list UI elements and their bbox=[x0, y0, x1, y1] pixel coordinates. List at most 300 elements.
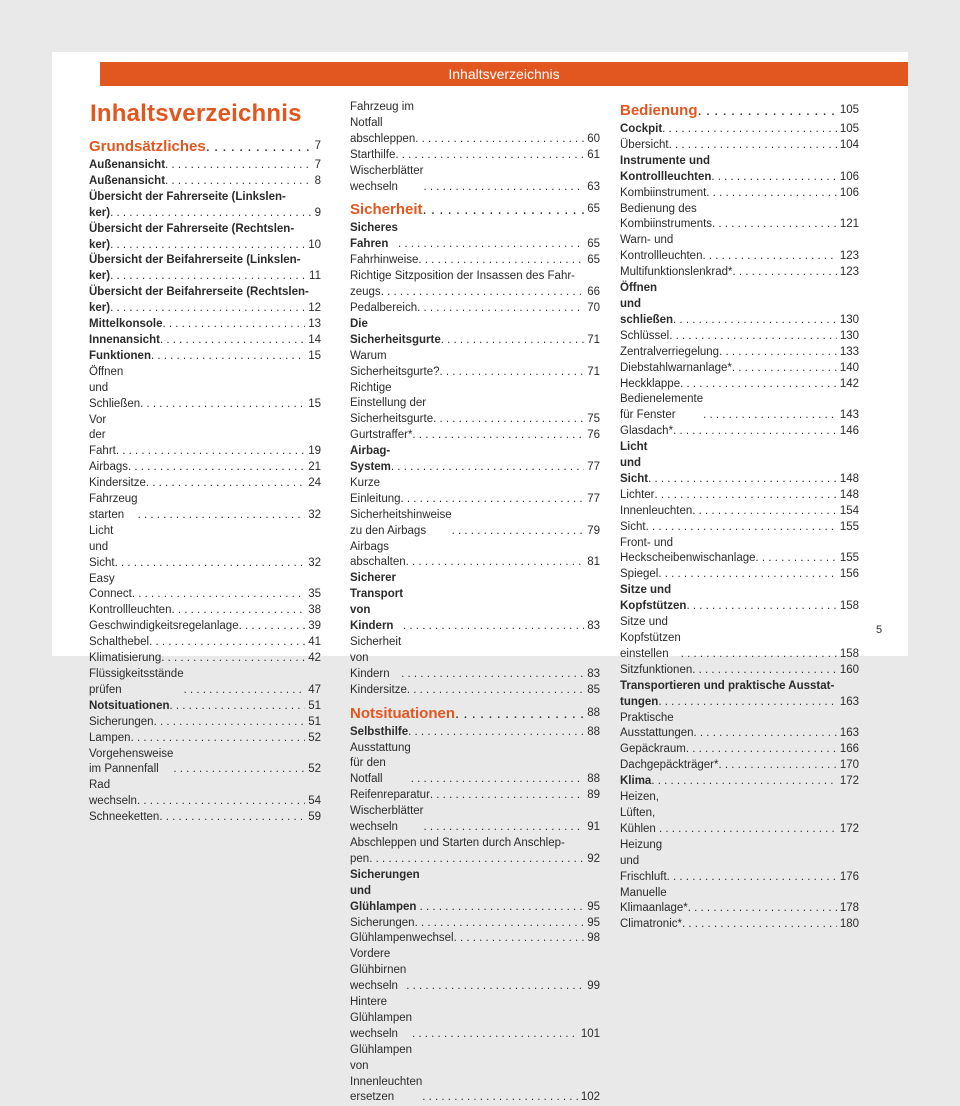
toc-leader-dots bbox=[159, 810, 305, 826]
toc-entry-title: Innenansicht bbox=[89, 333, 160, 346]
toc-entry[interactable] bbox=[620, 663, 859, 679]
toc-entry-title: Geschwindigkeitsregelanlage bbox=[89, 620, 239, 633]
toc-leader-dots bbox=[131, 731, 306, 747]
toc-leader-dots bbox=[151, 349, 305, 365]
toc-leader-dots bbox=[412, 428, 584, 444]
toc-entry[interactable] bbox=[350, 381, 600, 429]
toc-entry-title: Wischerblätter wechseln bbox=[350, 164, 424, 193]
toc-leader-dots bbox=[138, 508, 306, 524]
toc-page-number: 77 bbox=[587, 492, 600, 505]
toc-entry[interactable] bbox=[620, 758, 859, 774]
toc-entry-title: Außenansicht bbox=[89, 159, 166, 171]
toc-entry-title: Glühlampenwechsel bbox=[350, 932, 454, 945]
toc-entry[interactable] bbox=[620, 742, 859, 758]
toc-entry[interactable] bbox=[89, 524, 321, 572]
toc-leader-dots bbox=[732, 361, 837, 377]
toc-entry[interactable] bbox=[620, 790, 859, 838]
toc-page-number: 65 bbox=[587, 254, 600, 267]
toc-entry-title: Warn- und Kontrollleuchten bbox=[620, 234, 703, 263]
toc-entry[interactable] bbox=[89, 810, 321, 826]
toc-entry[interactable] bbox=[620, 233, 859, 265]
toc-page-number: 91 bbox=[587, 821, 600, 834]
toc-leader-dots bbox=[110, 238, 305, 254]
toc-page-number: 15 bbox=[308, 349, 321, 362]
toc-entry-title: Sicherungen und Glühlampen bbox=[350, 868, 420, 913]
toc-section-heading[interactable] bbox=[350, 703, 600, 724]
toc-entry[interactable] bbox=[350, 164, 600, 196]
toc-page-number: 51 bbox=[308, 715, 321, 728]
toc-entry-title: Kurze Einleitung bbox=[350, 476, 401, 505]
toc-leader-dots bbox=[454, 931, 585, 947]
toc-entry[interactable] bbox=[350, 931, 600, 947]
toc-leader-dots bbox=[430, 788, 584, 804]
toc-leader-dots bbox=[184, 683, 306, 699]
toc-entry[interactable] bbox=[350, 947, 600, 995]
toc-page-number: 21 bbox=[308, 461, 321, 474]
toc-page-number: 42 bbox=[308, 652, 321, 665]
toc-leader-dots bbox=[682, 917, 837, 933]
toc-entry-title: Schlüssel bbox=[620, 329, 670, 342]
toc-entry[interactable] bbox=[350, 916, 600, 932]
toc-leader-dots bbox=[673, 424, 837, 440]
toc-page-number: 51 bbox=[308, 699, 321, 712]
toc-entry[interactable] bbox=[89, 778, 321, 810]
toc-entry[interactable] bbox=[620, 424, 859, 440]
toc-entry[interactable] bbox=[620, 202, 859, 234]
toc-page-number: 75 bbox=[587, 413, 600, 426]
toc-entry[interactable] bbox=[620, 679, 859, 695]
toc-leader-dots bbox=[415, 916, 585, 932]
toc-entry-title: Klimatisierung bbox=[89, 652, 162, 665]
toc-entry-title: Öffnen und schließen bbox=[620, 282, 674, 326]
toc-entry[interactable] bbox=[620, 917, 859, 933]
toc-entry[interactable] bbox=[350, 428, 600, 444]
toc-entry-title: Warum Sicherheitsgurte? bbox=[350, 349, 440, 378]
toc-page-number: 130 bbox=[839, 329, 859, 342]
toc-page-number: 140 bbox=[839, 361, 859, 374]
toc-entry-title: Sitzfunktionen bbox=[620, 663, 693, 676]
toc-page-number: 59 bbox=[308, 811, 321, 824]
toc-entry[interactable] bbox=[620, 440, 859, 488]
toc-entry[interactable] bbox=[350, 635, 600, 683]
toc-leader-dots bbox=[137, 794, 305, 810]
toc-entry[interactable] bbox=[350, 148, 600, 164]
toc-entry[interactable] bbox=[350, 285, 600, 301]
toc-leader-dots bbox=[398, 237, 584, 253]
toc-entry[interactable] bbox=[89, 667, 321, 699]
toc-page-number: 163 bbox=[839, 695, 859, 708]
toc-page-number: 163 bbox=[839, 727, 859, 740]
toc-leader-dots bbox=[411, 772, 584, 788]
toc-entry-title: Sicherer Transport von Kindern bbox=[350, 572, 404, 633]
toc-entry[interactable] bbox=[350, 476, 600, 508]
toc-entry-title: ker) bbox=[89, 270, 111, 283]
toc-entry[interactable] bbox=[350, 317, 600, 349]
toc-entry[interactable] bbox=[89, 301, 321, 317]
toc-entry-title: Übersicht der Fahrerseite (Rechtslen- bbox=[89, 222, 295, 235]
toc-page-number: 105 bbox=[839, 123, 859, 135]
toc-entry[interactable] bbox=[350, 788, 600, 804]
toc-leader-dots bbox=[369, 852, 584, 868]
toc-leader-dots bbox=[669, 138, 837, 154]
toc-entry[interactable] bbox=[620, 838, 859, 886]
toc-entry-title: Sicherungen bbox=[350, 916, 415, 929]
toc-page-number: 133 bbox=[839, 345, 859, 358]
toc-leader-dots bbox=[646, 520, 837, 536]
toc-leader-dots bbox=[681, 647, 837, 663]
toc-page-number: 52 bbox=[308, 763, 321, 776]
toc-entry[interactable] bbox=[350, 1043, 600, 1106]
toc-leader-dots bbox=[403, 619, 584, 635]
toc-leader-dots bbox=[115, 556, 306, 572]
toc-page-number: 88 bbox=[587, 773, 600, 786]
toc-page-number: 123 bbox=[839, 266, 859, 279]
toc-page-number: 70 bbox=[587, 301, 600, 314]
toc-entry-title: Abschleppen und Starten durch Anschlep- bbox=[350, 836, 565, 849]
toc-entry-title: Sicherungen bbox=[89, 715, 154, 728]
toc-entry[interactable] bbox=[89, 476, 321, 492]
toc-entry-title: Innenleuchten bbox=[620, 504, 693, 517]
toc-entry-title: Wischerblätter wechseln bbox=[350, 805, 424, 834]
toc-entry[interactable] bbox=[350, 349, 600, 381]
toc-column-2 bbox=[350, 100, 600, 1106]
toc-entry[interactable] bbox=[620, 122, 859, 138]
toc-page-number: 13 bbox=[308, 318, 321, 331]
toc-leader-dots bbox=[401, 667, 584, 683]
toc-leader-dots bbox=[756, 551, 837, 567]
toc-leader-dots bbox=[165, 158, 312, 174]
toc-leader-dots bbox=[440, 365, 585, 381]
toc-entry[interactable] bbox=[89, 285, 321, 301]
toc-entry[interactable] bbox=[89, 460, 321, 476]
toc-entry-title: Übersicht der Fahrerseite (Linkslen- bbox=[89, 190, 286, 203]
toc-leader-dots bbox=[455, 703, 584, 724]
toc-entry[interactable] bbox=[89, 651, 321, 667]
toc-leader-dots bbox=[206, 136, 312, 157]
toc-entry[interactable] bbox=[89, 158, 321, 174]
toc-page-number: 8 bbox=[314, 174, 321, 187]
toc-entry-title: Vordere Glühbirnen wechseln bbox=[350, 948, 407, 993]
toc-leader-dots bbox=[422, 1090, 578, 1106]
toc-entry[interactable] bbox=[620, 377, 859, 393]
toc-entry[interactable] bbox=[620, 615, 859, 663]
toc-page-number: 24 bbox=[308, 477, 321, 490]
toc-page-number: 102 bbox=[580, 1091, 600, 1104]
toc-entry[interactable] bbox=[89, 603, 321, 619]
toc-entry[interactable] bbox=[89, 635, 321, 651]
toc-entry[interactable] bbox=[89, 253, 321, 269]
toc-entry-title: Lichter bbox=[620, 488, 655, 501]
toc-leader-dots bbox=[424, 820, 585, 836]
toc-page-number: 95 bbox=[587, 916, 600, 929]
toc-entry-title: Kindersitze bbox=[350, 683, 407, 696]
toc-entry[interactable] bbox=[89, 747, 321, 779]
toc-page-number: 99 bbox=[587, 980, 600, 993]
toc-page-number: 7 bbox=[314, 159, 321, 171]
toc-entry-title: Richtige Einstellung der Sicherheitsgurte bbox=[350, 381, 434, 426]
toc-page-number: 130 bbox=[839, 313, 859, 326]
toc-leader-dots bbox=[686, 742, 837, 758]
toc-entry-title: Richtige Sitzposition der Insassen des Fahr- bbox=[350, 270, 575, 283]
toc-leader-dots bbox=[680, 377, 837, 393]
toc-leader-dots bbox=[406, 555, 585, 571]
toc-entry[interactable] bbox=[350, 836, 600, 852]
toc-page-number: 38 bbox=[308, 604, 321, 617]
toc-entry[interactable] bbox=[350, 995, 600, 1043]
toc-leader-dots bbox=[110, 269, 306, 285]
toc-entry[interactable] bbox=[89, 699, 321, 715]
toc-entry-title: Klima bbox=[620, 775, 652, 788]
toc-entry[interactable] bbox=[89, 269, 321, 285]
toc-page-number: 14 bbox=[308, 333, 321, 346]
toc-entry-title: Glasdach* bbox=[620, 425, 674, 438]
toc-page-number: 83 bbox=[587, 667, 600, 680]
toc-page-number: 172 bbox=[839, 775, 859, 788]
toc-entry[interactable] bbox=[89, 365, 321, 413]
toc-entry-title: Zentralverriegelung bbox=[620, 345, 720, 358]
toc-entry-title: Schneeketten bbox=[89, 811, 160, 824]
toc-leader-dots bbox=[651, 774, 836, 790]
toc-leader-dots bbox=[692, 663, 837, 679]
toc-entry[interactable] bbox=[89, 174, 321, 190]
page-header: Inhaltsverzeichnis bbox=[100, 62, 908, 86]
toc-entry[interactable] bbox=[620, 886, 859, 918]
toc-entry-title: Multifunktionslenkrad* bbox=[620, 266, 733, 279]
toc-page-number: 143 bbox=[839, 409, 859, 422]
toc-page-number: 105 bbox=[839, 104, 859, 116]
toc-entry[interactable] bbox=[89, 238, 321, 254]
toc-entry-title: Vorgehensweise im Pannenfall bbox=[89, 747, 174, 776]
toc-entry[interactable] bbox=[620, 345, 859, 361]
toc-leader-dots bbox=[154, 715, 306, 731]
toc-leader-dots bbox=[669, 329, 837, 345]
toc-entry-title: Schalthebel bbox=[89, 636, 150, 649]
toc-entry[interactable] bbox=[350, 508, 600, 540]
toc-entry[interactable] bbox=[620, 520, 859, 536]
toc-entry-title: Airbags bbox=[89, 461, 128, 474]
toc-leader-dots bbox=[149, 635, 305, 651]
toc-leader-dots bbox=[658, 567, 836, 583]
toc-page-number: 41 bbox=[308, 636, 321, 649]
toc-entry[interactable] bbox=[350, 540, 600, 572]
page-number: 5 bbox=[876, 624, 883, 636]
toc-entry[interactable] bbox=[350, 100, 600, 148]
toc-entry[interactable] bbox=[620, 536, 859, 568]
toc-entry-title: tungen bbox=[620, 695, 659, 708]
toc-leader-dots bbox=[692, 504, 837, 520]
toc-page-number: 66 bbox=[587, 286, 600, 299]
toc-page-number: 10 bbox=[308, 238, 321, 251]
toc-entry-title: Flüssigkeitsstände prüfen bbox=[89, 668, 184, 696]
toc-page-number: 85 bbox=[587, 683, 600, 696]
toc-page-number: 148 bbox=[839, 472, 859, 485]
toc-entry[interactable] bbox=[620, 265, 859, 281]
toc-leader-dots bbox=[433, 412, 584, 428]
toc-section-heading[interactable] bbox=[350, 199, 600, 220]
toc-leader-dots bbox=[412, 1027, 578, 1043]
toc-entry[interactable] bbox=[620, 154, 859, 186]
toc-entry[interactable] bbox=[89, 492, 321, 524]
toc-entry-title: ker) bbox=[89, 206, 111, 219]
toc-entry[interactable] bbox=[620, 695, 859, 711]
toc-page-number: 104 bbox=[839, 138, 859, 151]
toc-entry-title: Gepäckraum bbox=[620, 743, 686, 756]
toc-entry[interactable] bbox=[89, 333, 321, 349]
toc-leader-dots bbox=[406, 979, 584, 995]
toc-section-heading[interactable] bbox=[620, 100, 859, 121]
toc-entry[interactable] bbox=[89, 715, 321, 731]
toc-leader-dots bbox=[655, 488, 837, 504]
toc-entry-title: Kindersitze bbox=[89, 477, 146, 490]
toc-section-heading[interactable] bbox=[89, 136, 321, 157]
toc-page-number: 65 bbox=[587, 203, 600, 216]
toc-entry-title: Front- und Heckscheibenwischanlage bbox=[620, 536, 756, 565]
toc-leader-dots bbox=[110, 206, 311, 222]
toc-entry[interactable] bbox=[350, 725, 600, 741]
toc-leader-dots bbox=[395, 148, 584, 164]
toc-page-number: 9 bbox=[314, 206, 321, 219]
toc-page-number: 65 bbox=[587, 238, 600, 251]
toc-page-number: 63 bbox=[587, 180, 600, 193]
toc-leader-dots bbox=[712, 217, 837, 233]
toc-entry[interactable] bbox=[620, 138, 859, 154]
toc-leader-dots bbox=[452, 524, 585, 540]
toc-leader-dots bbox=[161, 651, 305, 667]
toc-page-number: 148 bbox=[839, 488, 859, 501]
toc-page-number: 32 bbox=[308, 508, 321, 521]
toc-leader-dots bbox=[160, 333, 305, 349]
toc-entry-title: ker) bbox=[89, 302, 111, 315]
toc-entry[interactable] bbox=[89, 206, 321, 222]
toc-page-number: 146 bbox=[839, 425, 859, 438]
toc-entry[interactable] bbox=[620, 583, 859, 615]
toc-leader-dots bbox=[441, 333, 584, 349]
toc-entry[interactable] bbox=[620, 567, 859, 583]
toc-leader-dots bbox=[128, 460, 305, 476]
toc-page-number: 154 bbox=[839, 504, 859, 517]
toc-page-number: 160 bbox=[839, 663, 859, 676]
toc-entry[interactable] bbox=[350, 868, 600, 916]
toc-leader-dots bbox=[116, 444, 305, 460]
toc-page-number: 71 bbox=[587, 333, 600, 346]
toc-entry[interactable] bbox=[350, 683, 600, 699]
toc-entry[interactable] bbox=[620, 361, 859, 377]
toc-leader-dots bbox=[718, 758, 836, 774]
toc-entry-title: Die Sicherheitsgurte bbox=[350, 317, 441, 346]
toc-page-number: 35 bbox=[308, 588, 321, 601]
toc-entry-title: Lampen bbox=[89, 731, 131, 744]
toc-entry[interactable] bbox=[620, 281, 859, 329]
toc-entry[interactable] bbox=[620, 329, 859, 345]
toc-page-number: 158 bbox=[839, 647, 859, 660]
toc-entry[interactable] bbox=[350, 221, 600, 253]
toc-page-number: 71 bbox=[587, 365, 600, 378]
toc-leader-dots bbox=[170, 699, 306, 715]
toc-entry-title: Pedalbereich bbox=[350, 301, 418, 314]
toc-entry[interactable] bbox=[350, 852, 600, 868]
toc-leader-dots bbox=[415, 132, 584, 148]
toc-entry[interactable] bbox=[350, 253, 600, 269]
toc-entry[interactable] bbox=[89, 349, 321, 365]
toc-leader-dots bbox=[733, 265, 837, 281]
toc-leader-dots bbox=[165, 174, 312, 190]
toc-page-number: 52 bbox=[308, 731, 321, 744]
toc-entry-title: Mittelkonsole bbox=[89, 318, 163, 331]
toc-page-number: 76 bbox=[587, 429, 600, 442]
toc-leader-dots bbox=[239, 619, 306, 635]
toc-entry[interactable] bbox=[620, 488, 859, 504]
toc-entry-title: Übersicht der Beifahrerseite (Rechtslen- bbox=[89, 286, 309, 299]
toc-entry-title: Notsituationen bbox=[89, 699, 170, 712]
toc-page-number: 166 bbox=[839, 743, 859, 756]
toc-entry[interactable] bbox=[89, 619, 321, 635]
toc-entry[interactable] bbox=[89, 572, 321, 604]
toc-leader-dots bbox=[706, 186, 837, 202]
toc-leader-dots bbox=[673, 313, 837, 329]
toc-entry-title: Ausstattung für den Notfall bbox=[350, 741, 411, 786]
toc-entry-title: ker) bbox=[89, 238, 111, 251]
toc-leader-dots bbox=[381, 285, 585, 301]
toc-page-number: 180 bbox=[839, 918, 859, 931]
toc-entry[interactable] bbox=[89, 222, 321, 238]
toc-page-number: 83 bbox=[587, 620, 600, 633]
toc-entry-title: Übersicht der Beifahrerseite (Linkslen- bbox=[89, 254, 301, 267]
toc-entry-title: Fahrzeug starten bbox=[89, 493, 138, 521]
toc-page-number: 54 bbox=[308, 795, 321, 808]
toc-leader-dots bbox=[417, 301, 584, 317]
toc-leader-dots bbox=[703, 408, 837, 424]
toc-page-number: 142 bbox=[839, 377, 859, 390]
toc-entry-title: zeugs bbox=[350, 286, 381, 299]
toc-page-number: 39 bbox=[308, 620, 321, 633]
toc-entry[interactable] bbox=[89, 731, 321, 747]
toc-leader-dots bbox=[173, 762, 305, 778]
toc-entry-title: Reifenreparatur bbox=[350, 789, 430, 802]
toc-entry[interactable] bbox=[350, 301, 600, 317]
toc-entry[interactable] bbox=[620, 504, 859, 520]
toc-entry-title: Bedienung bbox=[620, 102, 698, 119]
toc-entry-title: Fahrzeug im Notfall abschleppen bbox=[350, 101, 416, 145]
toc-entry[interactable] bbox=[350, 571, 600, 635]
toc-leader-dots bbox=[418, 253, 584, 269]
toc-page-number: 170 bbox=[839, 759, 859, 772]
toc-entry[interactable] bbox=[350, 269, 600, 285]
toc-entry[interactable] bbox=[620, 774, 859, 790]
toc-leader-dots bbox=[408, 725, 584, 741]
toc-leader-dots bbox=[694, 726, 837, 742]
toc-entry-title: Übersicht bbox=[620, 138, 669, 151]
toc-entry[interactable] bbox=[620, 711, 859, 743]
toc-entry-title: Heckklappe bbox=[620, 377, 681, 390]
toc-entry-title: Sitze und Kopfstützen einstellen bbox=[620, 616, 681, 660]
toc-leader-dots bbox=[401, 492, 585, 508]
toc-entry[interactable] bbox=[89, 317, 321, 333]
toc-entry[interactable] bbox=[350, 804, 600, 836]
toc-entry[interactable] bbox=[620, 392, 859, 424]
toc-page-number: 60 bbox=[587, 132, 600, 145]
toc-entry[interactable] bbox=[350, 444, 600, 476]
toc-entry[interactable] bbox=[350, 741, 600, 789]
toc-entry-title: Sicherheitshinweise zu den Airbags bbox=[350, 508, 452, 537]
toc-page-number: 95 bbox=[587, 900, 600, 913]
toc-entry[interactable] bbox=[89, 413, 321, 461]
toc-page-number: 88 bbox=[587, 706, 600, 719]
toc-page-number: 106 bbox=[839, 170, 859, 183]
toc-entry[interactable] bbox=[89, 190, 321, 206]
toc-leader-dots bbox=[162, 317, 305, 333]
toc-entry[interactable] bbox=[620, 186, 859, 202]
toc-leader-dots bbox=[140, 397, 305, 413]
